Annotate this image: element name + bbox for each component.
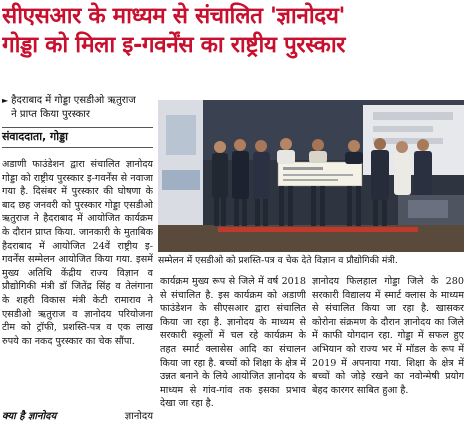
- subhead-row: [2, 94, 152, 122]
- headline-line-1: सीएसआर के माध्यम से संचालित 'ज्ञानोदय': [2, 3, 345, 29]
- bullet-icon: ►: [2, 96, 9, 105]
- subhead-line-1: हैदराबाद में गोड्डा एसडीओ ऋतुराज: [11, 95, 136, 106]
- byline-rule-top: [2, 127, 153, 128]
- article-column-2: कार्यक्रम मुख्य रूप से जिले में वर्ष 2018 से संचालित है. इस कार्यक्रम को अडाणी फाउंडेशन के सीएसआर द्वारा संचालित किया जा रहा है. ज्ञानोदय के माध्यम से सरकारी स्कूलों में चल रहे कार्यक्रम के तहत स्मार्ट क्लासेस आदि का संचालन किया जा रहा है. बच्चों को शिक्षा के क्षेत्र में उन्नत बनाने के लिये आयोजित ज्ञानोदय के माध्यम से गांव-गांव तक इसका प्रभाव देखा जा रहा है.: [160, 276, 306, 410]
- byline-rule-bottom: [2, 147, 153, 148]
- photo-caption: सम्मेलन में एसडीओ को प्रशस्ति-पत्र व चेक देते विज्ञान व प्रौद्योगिकी मंत्री.: [158, 255, 398, 266]
- crosshead: [2, 410, 153, 424]
- crosshead-lead: ज्ञानोदय: [124, 411, 153, 422]
- award-ceremony-image: [158, 100, 464, 252]
- subheadline: [2, 94, 152, 122]
- headline: [2, 2, 465, 60]
- byline: संवाददाता, गोड्डा: [2, 130, 68, 143]
- subhead-line-2: ने प्राप्त किया पुरस्कार: [11, 109, 90, 120]
- headline-line-2: गोड्डा को मिला इ-गवर्नेंस का राष्ट्रीय पुरस्कार: [2, 32, 346, 58]
- article-column-1: अडाणी फाउंडेशन द्वारा संचालित ज्ञानोदय गोड्डा को राष्ट्रीय पुरस्कार इ-गवर्नेंस से नवाजा गया है. दिसंबर में पुरस्कार की घोषणा के बाद छह जनवरी को पुरस्कार गोड्डा एसडीओ ऋतुराज ने हैदराबाद में आयोजित कार्यक्रम के दौरान प्राप्त किया. जानकारी के मुताबिक हैदराबाद में आयोजित 24वें राष्ट्रीय इ-गवर्नेंस सम्मेलन आयोजित किया गया. इसमें मुख्य अतिथि केंद्रीय राज्य विज्ञान व प्रौद्योगिकी मंत्री डॉ जितेंद्र सिंह व तेलंगाना के शहरी विकास मंत्री केटी रामाराव ने एसडीओ ऋतुराज व ज्ञानोदय परियोजना टीम को ट्रॉफी, प्रशस्ति-पत्र व एक लाख रुपये का नकद पुरस्कार का चेक सौंपा.: [2, 159, 153, 347]
- article-column-3: ज्ञानोदय फिलहाल गोड्डा जिले के 280 सरकारी विद्यालय में स्मार्ट क्लास के माध्यम से संचालित किया जा रहा है. खासकर कोरोना संक्रमण के दौरान ज्ञानोदय का जिले में काफी योगदान रहा. गोड्डा में सफल हुए अभियान को राज्य भर में मॉडल के रूप में 2019 में अपनाया गया. शिक्षा के क्षेत्र में बच्चों को जोड़े रखने का नवोन्मेषी प्रयोग बेहद कारगर साबित हुआ है.: [312, 276, 464, 396]
- crosshead-kicker: क्या है ज्ञानोदय: [2, 411, 57, 422]
- award-photo: [158, 100, 464, 252]
